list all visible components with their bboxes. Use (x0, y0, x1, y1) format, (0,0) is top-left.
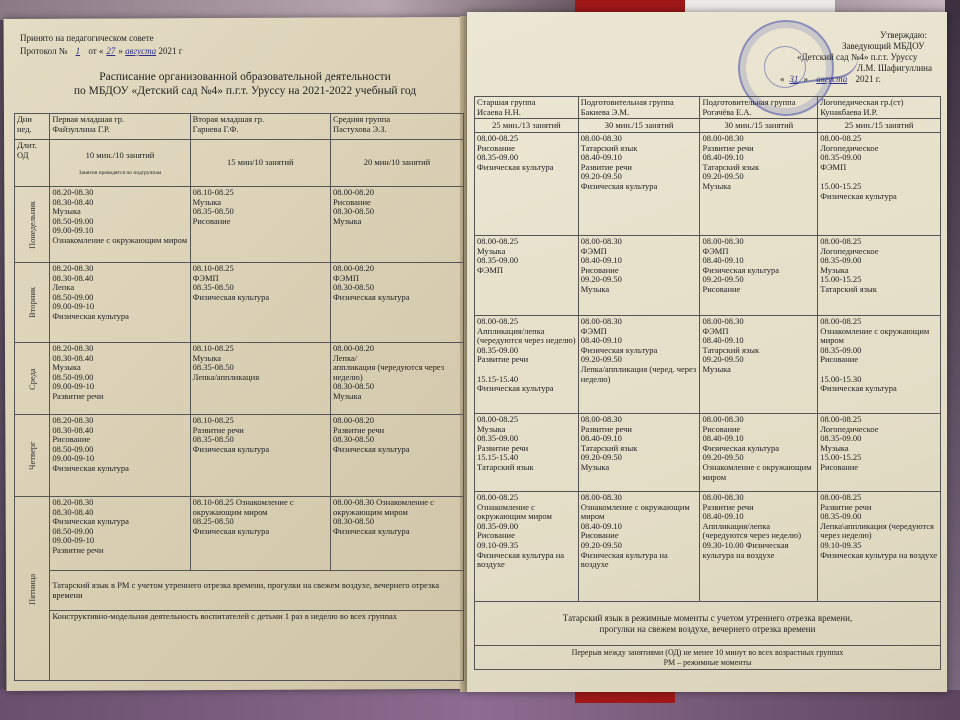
cell-wed-g1: 08.20-08.30 08.30-08.40 Музыка 08.50-09.00 09.00-09-10 Развитие речи (50, 343, 190, 415)
right-note-tatar: Татарский язык в режимные моменты с учетом утреннего отрезка времени, прогулки на свежем воздухе, вечернего отрезка времени (475, 602, 941, 646)
protocol-number: 1 (75, 46, 81, 56)
day-monday: Понедельник (15, 187, 50, 263)
cell-wed-g2: 08.10-08.25 Музыка 08.35-08.50 Лепка/аппликация (190, 343, 330, 415)
approve-text: Утверждаю: (880, 30, 928, 40)
cell-mon-g7: 08.00-08.25 Логопедическое 08.35-09.00 ФЭМП 15.00-15.25 Физическая культура (818, 133, 941, 236)
group-5-name: Подготовительная группа Бакиева Э.М. (578, 97, 700, 119)
cell-tue-g1: 08.20-08.30 08.30-08.40 Лепка 08.50-09.00 09.00-09-10 Физическая культура (50, 263, 190, 343)
day-wednesday: Среда (15, 343, 50, 415)
cell-mon-g6: 08.00-08.30 Развитие речи 08.40-09.10 Татарский язык 09.20-09.50 Музыка (700, 133, 818, 236)
background-right (945, 0, 960, 720)
protocol-line (20, 46, 182, 56)
group-5-duration: 30 мин./15 занятий (578, 119, 700, 133)
group-6-duration: 30 мин./15 занятий (700, 119, 818, 133)
cell-tue-g4: 08.00-08.25 Музыка 08.35-09.00 ФЭМП (475, 236, 579, 316)
protocol-prefix: Протокол № (20, 46, 68, 56)
group-2-name: Вторая младшая гр. Гарнева Г.Ф. (190, 114, 330, 140)
cell-wed-g7: 08.00-08.25 Ознакомление с окружающим миром 08.35-09.00 Рисование 15.00-15.30 Физическая культура (818, 316, 941, 414)
cell-mon-g3: 08.00-08.20 Рисование 08.30-08.50 Музыка (330, 187, 463, 263)
group-2-duration: 15 мин/10 занятий (190, 140, 330, 187)
protocol-month: августа (125, 46, 157, 56)
approve-date (780, 74, 881, 84)
accepted-text: Принято на педагогическом совете (20, 33, 154, 43)
cell-wed-g4: 08.00-08.25 Аппликация/лепка (чередуются через неделю) 08.35-09.00 Развитие речи 15.15-15.40 Физическая культура (475, 316, 579, 414)
cell-mon-g2: 08.10-08.25 Музыка 08.35-08.50 Рисование (190, 187, 330, 263)
approve-name: Л.М. Шафигуллина (857, 63, 932, 73)
group-4-name: Старшая группа Исаева Н.Н. (475, 97, 579, 119)
cell-fri-g4: 08.00-08.25 Ознакомление с окружающим миром 08.35-09.00 Рисование 09.10-09.35 Физическая культура на воздухе (475, 492, 579, 602)
header-days: Дни нед. (15, 114, 50, 140)
schedule-title-2: по МБДОУ «Детский сад №4» п.г.т. Уруссу на 2021-2022 учебный год (73, 85, 417, 97)
left-schedule-table (14, 113, 464, 681)
left-note-construct: Конструктивно-модельная деятельность воспитателей с детьми 1 раз в неделю во всех группах (50, 611, 464, 681)
group-1-duration-text: 10 мин./10 занятий (85, 149, 155, 160)
approve-date-prefix: « (780, 74, 785, 84)
cell-mon-g5: 08.00-08.30 Татарский язык 08.40-09.10 Развитие речи 09.20-09.50 Физическая культура (578, 133, 700, 236)
group-1-note: Занятия проводятся по подгруппам (78, 169, 162, 176)
cell-thu-g3: 08.00-08.20 Развитие речи 08.30-08.50 Физическая культура (330, 415, 463, 497)
cell-tue-g7: 08.00-08.25 Логопедическое 08.35-09.00 Музыка 15.00-15.25 Татарский язык (818, 236, 941, 316)
right-note-break: Перерыв между занятиями (ОД) не менее 10 минут во всех возрастных группах РМ – режимные моменты (475, 646, 941, 670)
cell-thu-g5: 08.00-08.30 Развитие речи 08.40-09.10 Татарский язык 09.20-09.50 Музыка (578, 414, 700, 492)
protocol-year: 2021 г (158, 46, 183, 56)
group-7-name: Логопедическая гр.(ст) Кунакбаева И.Р. (818, 97, 941, 119)
cell-fri-g3: 08.00-08.30 Ознакомление с окружающим миром 08.30-08.50 Физическая культура (330, 497, 463, 571)
approve-head: Заведующий МБДОУ (842, 41, 925, 51)
cell-wed-g5: 08.00-08.30 ФЭМП 08.40-09.10 Физическая культура 09.20-09.50 Лепка/аппликация (черед. через неделю) (578, 316, 700, 414)
cell-tue-g3: 08.00-08.20 ФЭМП 08.30-08.50 Физическая культура (330, 263, 463, 343)
approve-date-month: августа (816, 74, 848, 84)
cell-thu-g6: 08.00-08.30 Рисование 08.40-09.10 Физическая культура 09.20-09.50 Ознакомление с окружающим миром (700, 414, 818, 492)
approve-date-year: 2021 г. (855, 74, 881, 84)
group-3-name: Средняя группа Пастухова Э.З. (330, 114, 463, 140)
cell-tue-g6: 08.00-08.30 ФЭМП 08.40-09.10 Физическая культура 09.20-09.50 Рисование (700, 236, 818, 316)
cell-fri-g6: 08.00-08.30 Развитие речи 08.40-09.10 Аппликация/лепка (чередуются через неделю) 09.30-10.00 Физическая культура на воздухе (700, 492, 818, 602)
cell-wed-g3: 08.00-08.20 Лепка/ аппликация (чередуются через неделю) 08.30-08.50 Музыка (330, 343, 463, 415)
cell-fri-g1: 08.20-08.30 08.30-08.40 Физическая культура 08.50-09.00 09.00-09-10 Развитие речи (50, 497, 190, 571)
cell-thu-g4: 08.00-08.25 Музыка 08.35-09.00 Развитие речи 15.15-15.40 Татарский язык (475, 414, 579, 492)
protocol-from: от « (88, 46, 104, 56)
cell-thu-g1: 08.20-08.30 08.30-08.40 Рисование 08.50-09.00 09.00-09-10 Физическая культура (50, 415, 190, 497)
header-duration: Длит. ОД (15, 140, 50, 187)
day-tuesday: Вторник (15, 263, 50, 343)
right-schedule-table (474, 96, 941, 670)
group-3-duration: 20 мин/10 занятий (330, 140, 463, 187)
protocol-day: 27 (106, 46, 116, 56)
cell-mon-g1: 08.20-08.30 08.30-08.40 Музыка 08.50-09.00 09.00-09.10 Ознакомление с окружающим миром (50, 187, 190, 263)
cell-fri-g2: 08.10-08.25 Ознакомление с окружающим миром 08.25-08.50 Физическая культура (190, 497, 330, 571)
cell-mon-g4: 08.00-08.25 Рисование 08.35-09.00 Физическая культура (475, 133, 579, 236)
cell-thu-g2: 08.10-08.25 Развитие речи 08.35-08.50 Физическая культура (190, 415, 330, 497)
group-7-duration: 25 мин./15 занятий (818, 119, 941, 133)
cell-thu-g7: 08.00-08.25 Логопедическое 08.35-09.00 Музыка 15.00-15.25 Рисование (818, 414, 941, 492)
approve-date-mid: » (803, 74, 808, 84)
cell-fri-g5: 08.00-08.30 Ознакомление с окружающим миром 08.40-09.10 Рисование 09.20-09.50 Физическая культура на воздухе (578, 492, 700, 602)
left-note-tatar: Татарский язык в РМ с учетом утреннего отрезка времени, прогулки на свежем воздухе, вечернего отрезка времени (50, 571, 464, 611)
group-1-duration (50, 140, 190, 187)
approve-date-day: 31 (789, 74, 799, 84)
cell-tue-g5: 08.00-08.30 ФЭМП 08.40-09.10 Рисование 09.20-09.50 Музыка (578, 236, 700, 316)
day-thursday: Четверг (15, 415, 50, 497)
background-bottom (0, 690, 960, 720)
protocol-mid: » (118, 46, 123, 56)
cell-wed-g6: 08.00-08.30 ФЭМП 08.40-09.10 Татарский язык 09.20-09.50 Музыка (700, 316, 818, 414)
schedule-title-1: Расписание организованной образовательной деятельности (99, 71, 391, 83)
cell-tue-g2: 08.10-08.25 ФЭМП 08.35-08.50 Физическая культура (190, 263, 330, 343)
group-4-duration: 25 мин./13 занятий (475, 119, 579, 133)
day-friday: Пятница (15, 497, 50, 681)
group-6-name: Подготовительная группа Рогачёва Е.А. (700, 97, 818, 119)
group-1-name: Первая младшая гр. Файзуллина Г.Р. (50, 114, 190, 140)
cell-fri-g7: 08.00-08.25 Развитие речи 08.35-09.00 Лепка\аппликация (чередуются через неделю) 09.10-09.35 Физическая культура на воздухе (818, 492, 941, 602)
approve-org: «Детский сад №4» п.г.т. Уруссу (797, 52, 918, 62)
